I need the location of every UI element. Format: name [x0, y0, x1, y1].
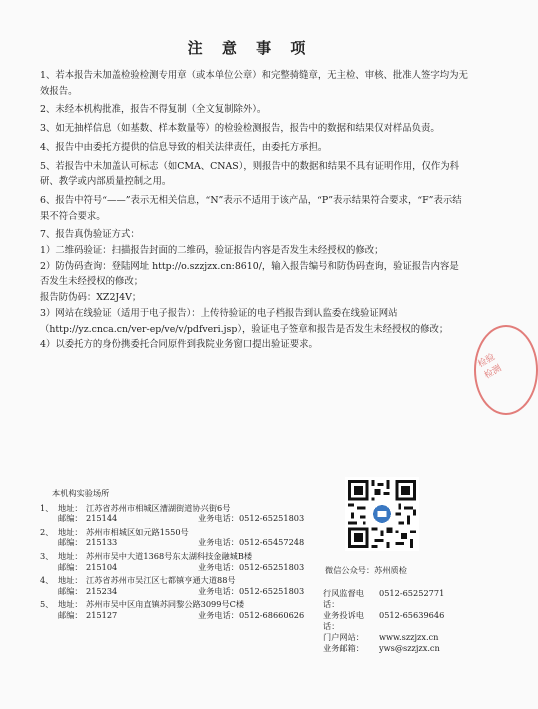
institution-address: 江苏省苏州市相城区漕湖街道协兴街6号 — [86, 502, 231, 513]
email-link[interactable]: yws@szzjzx.cn — [379, 643, 440, 653]
contact-info — [323, 565, 473, 654]
institution-phone: 0512-65251803 — [238, 561, 305, 572]
address-label: 地址： — [58, 599, 83, 610]
contact-label: 行风监督电话： — [323, 588, 364, 609]
contact-row — [323, 643, 473, 654]
institution-index: 1、 — [40, 502, 54, 513]
contact-label: 业务投诉电话： — [323, 610, 364, 631]
note-5: 5、若报告中未加盖认可标志（如CMA、CNAS），则报告中的数据和结果不具有证明作用，仅作为科研、教学或内部质量控制之用。 — [40, 160, 460, 188]
institution-index: 3、 — [40, 550, 54, 561]
note-2: 2、未经本机构批准，报告不得复制（全文复制除外）。 — [40, 104, 267, 116]
institutions-title: 本机构实验场所 — [52, 488, 110, 498]
institution-index: 4、 — [40, 575, 54, 586]
institution-index: 2、 — [40, 526, 54, 537]
verify-code-value: 报告防伪码：XZ2J4V； — [40, 292, 142, 304]
institution-postcode: 215133 — [86, 537, 118, 548]
institution-address: 苏州市吴中大道1368号东太湖科技金融城B楼 — [86, 550, 253, 561]
note-7: 7、报告真伪验证方式： — [40, 229, 140, 241]
contact-row — [323, 632, 473, 643]
institution-address: 苏州市吴中区甪直镇苏同黎公路3099号C楼 — [86, 599, 245, 610]
institution-phone: 0512-68660626 — [238, 609, 305, 620]
phone-label: 业务电话： — [198, 585, 239, 596]
phone-label: 业务电话： — [198, 561, 239, 572]
phone-label: 业务电话： — [198, 609, 239, 620]
postcode-label: 邮编： — [58, 513, 83, 524]
note-3: 3、如无抽样信息（如基数、样本数量等）的检验检测报告，报告中的数据和结果仅对样品负责。 — [40, 123, 440, 135]
contact-row — [323, 588, 473, 610]
institutions-section — [40, 488, 340, 624]
institution-phone: 0512-65251803 — [238, 585, 305, 596]
phone-label: 业务电话： — [198, 537, 239, 548]
institution-phone: 0512-65457248 — [238, 537, 305, 548]
page-title: 注 意 事 项 — [187, 39, 313, 57]
verify-online: 3）网站在线验证（适用于电子报告）：上传待验证的电子档报告到认监委在线验证网站（http://yz.cnca.cn/ver-ep/ve/v/pdfveri.jsp），验证电子签章和报告是否发生未经授权的修改； — [40, 307, 449, 335]
institution-item — [40, 503, 340, 524]
institution-item — [40, 575, 340, 596]
address-label: 地址： — [58, 526, 83, 537]
wechat-account: 微信公众号：苏州质检 — [325, 565, 407, 575]
note-1: 1、若本报告未加盖检验检测专用章（或本单位公章）和完整骑缝章，无主检、审核、批准人签字均为无效报告。 — [40, 70, 468, 97]
postcode-label: 邮编： — [58, 561, 83, 572]
verify-qr: 1）二维码验证：扫描报告封面的二维码，验证报告内容是否发生未经授权的修改； — [40, 245, 384, 257]
note-6: 6、报告中符号“——”表示无相关信息，“N”表示不适用于该产品，“P”表示结果符合要求，“F”表示结果不符合要求。 — [40, 194, 462, 222]
contact-label: 业务邮箱： — [323, 643, 364, 653]
address-label: 地址： — [58, 550, 83, 561]
contact-value: 0512-65639646 — [379, 610, 445, 620]
postcode-label: 邮编： — [58, 585, 83, 596]
website-link[interactable]: www.szzjzx.cn — [379, 632, 439, 642]
institution-index: 5、 — [40, 599, 54, 610]
institution-postcode: 215104 — [86, 561, 118, 572]
address-label: 地址： — [58, 502, 83, 513]
institution-item — [40, 599, 340, 620]
verify-code: 2）防伪码查询：登陆网址 http://o.szzjzx.cn:8610/，输入报告编号和防伪码查询，验证报告内容是否发生未经授权的修改； — [40, 260, 459, 288]
verify-in-person: 4）以委托方的身份携委托合同原件到我院业务窗口提出验证要求。 — [40, 339, 318, 351]
institution-address: 江苏省苏州市吴江区七都镇亨通大道88号 — [86, 575, 236, 586]
contact-value: 0512-65252771 — [379, 588, 445, 598]
notes-section — [40, 68, 468, 353]
institution-postcode: 215127 — [86, 609, 118, 620]
address-label: 地址： — [58, 575, 83, 586]
stamp-text: 检验检测 — [476, 352, 504, 382]
institution-item — [40, 551, 340, 572]
wechat-qr-code[interactable] — [345, 477, 419, 551]
postcode-label: 邮编： — [58, 537, 83, 548]
contact-label: 门户网站： — [323, 632, 364, 642]
phone-label: 业务电话： — [198, 513, 239, 524]
institution-postcode: 215234 — [86, 585, 118, 596]
institution-item — [40, 527, 340, 548]
institution-phone: 0512-65251803 — [238, 513, 305, 524]
institution-address: 苏州市相城区如元路1550号 — [86, 526, 189, 537]
institution-postcode: 215144 — [86, 513, 118, 524]
contact-row — [323, 610, 473, 632]
postcode-label: 邮编： — [58, 609, 83, 620]
note-4: 4、报告中由委托方提供的信息导致的相关法律责任，由委托方承担。 — [40, 141, 328, 153]
